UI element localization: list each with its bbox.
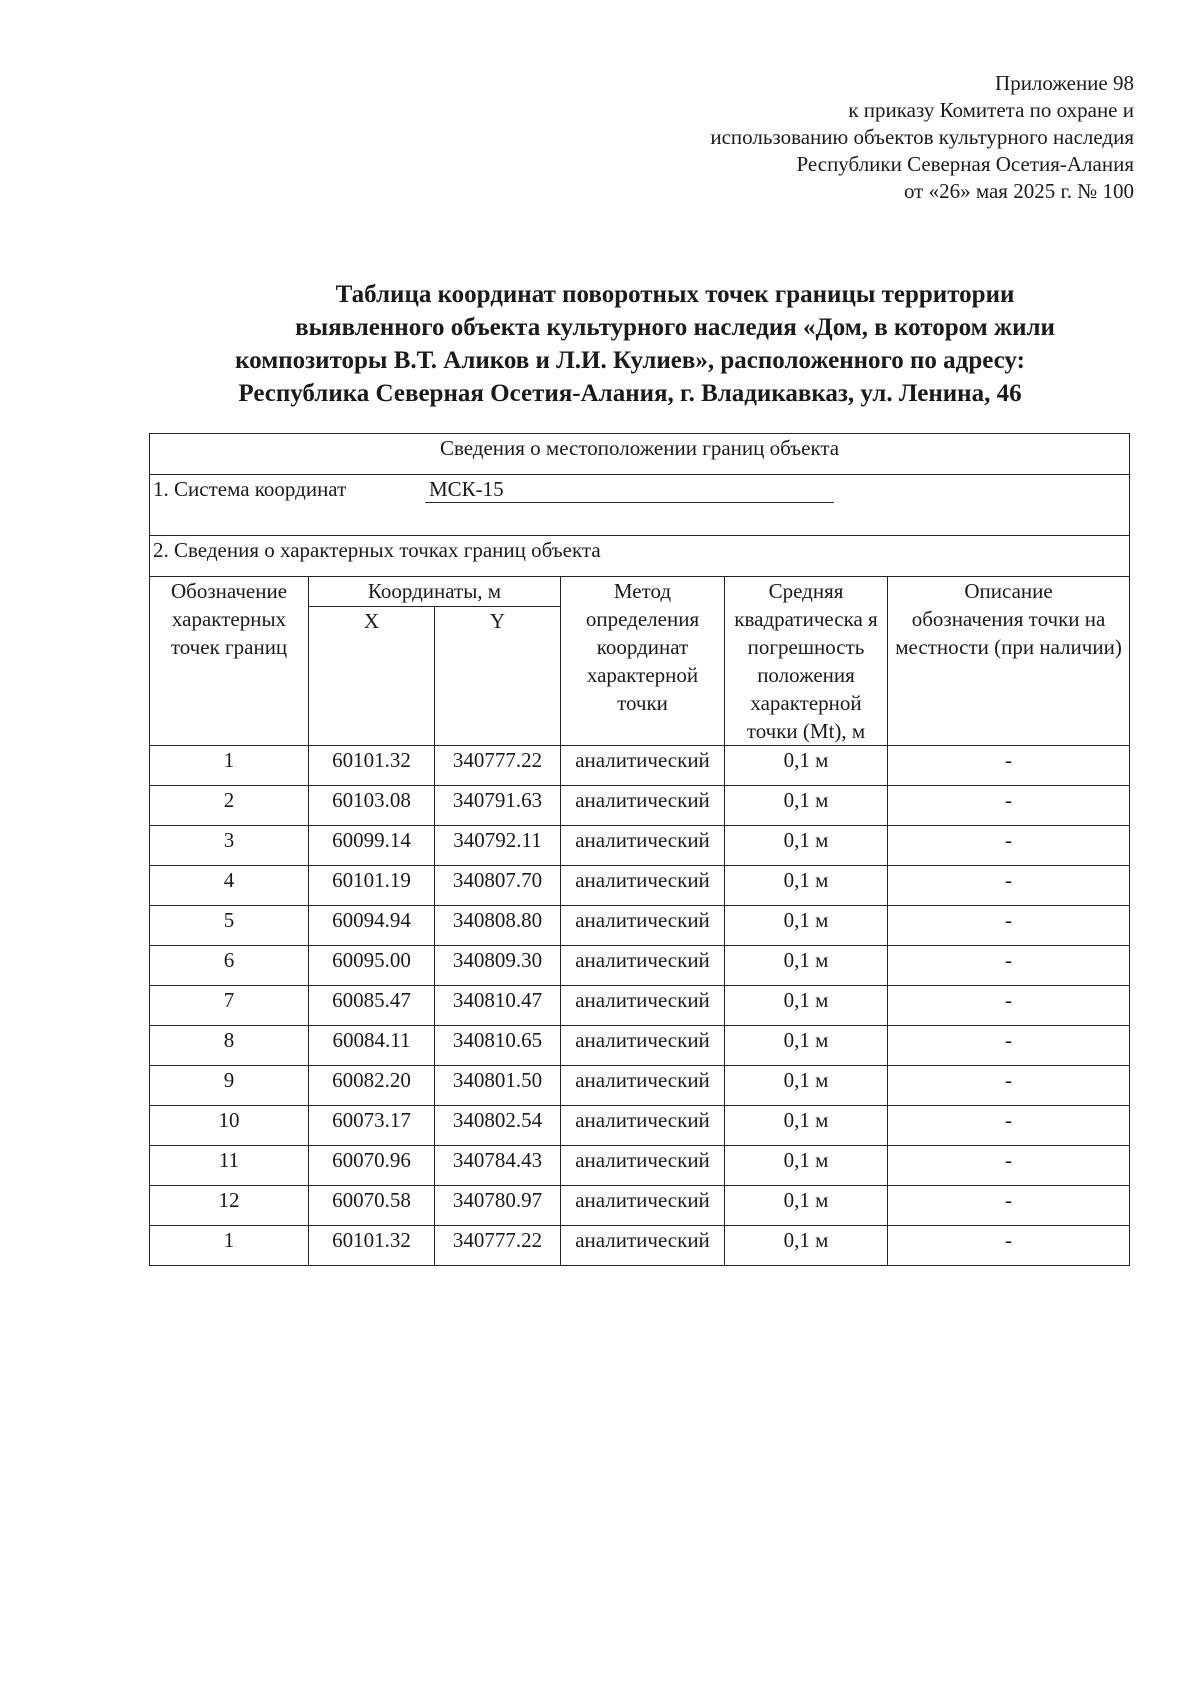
cell-method: аналитический: [561, 906, 725, 946]
table-row: [150, 946, 1130, 986]
cell-coord-x: 60073.17: [309, 1106, 435, 1146]
cell-coord-y: 340777.22: [435, 746, 561, 786]
annex-line: от «26» мая 2025 г. № 100: [903, 179, 1134, 203]
cell-method: аналитический: [561, 866, 725, 906]
cell-coord-y: 340807.70: [435, 866, 561, 906]
cell-point-id: 4: [150, 866, 309, 906]
table-row: [150, 1106, 1130, 1146]
coord-system-row: [150, 475, 1130, 536]
cell-coord-x: 60101.32: [309, 746, 435, 786]
cell-mean-error: 0,1 м: [725, 786, 888, 826]
cell-point-id: 1: [150, 746, 309, 786]
cell-description: -: [888, 1186, 1130, 1226]
cell-mean-error: 0,1 м: [725, 1226, 888, 1266]
cell-description: -: [888, 1066, 1130, 1106]
title-line: Республика Северная Осетия-Алания, г. Владикавказ, ул. Ленина, 46: [238, 380, 1022, 407]
cell-coord-y: 340802.54: [435, 1106, 561, 1146]
cell-point-id: 12: [150, 1186, 309, 1226]
cell-coord-x: 60082.20: [309, 1066, 435, 1106]
cell-coord-y: 340810.47: [435, 986, 561, 1026]
table-row: [150, 1186, 1130, 1226]
col-error: [725, 577, 888, 746]
col-description-top: Описание: [964, 579, 1053, 603]
cell-mean-error: 0,1 м: [725, 866, 888, 906]
cell-mean-error: 0,1 м: [725, 906, 888, 946]
cell-method: аналитический: [561, 1146, 725, 1186]
cell-description: -: [888, 906, 1130, 946]
cell-mean-error: 0,1 м: [725, 946, 888, 986]
cell-description: -: [888, 986, 1130, 1026]
col-y: Y: [435, 607, 561, 746]
cell-description: -: [888, 826, 1130, 866]
col-designation-top: Обозначение: [170, 579, 288, 603]
cell-method: аналитический: [561, 1106, 725, 1146]
cell-description: -: [888, 946, 1130, 986]
cell-coord-x: 60095.00: [309, 946, 435, 986]
cell-method: аналитический: [561, 986, 725, 1026]
coord-system-label: 1. Система координат: [153, 477, 347, 501]
cell-method: аналитический: [561, 1226, 725, 1266]
cell-description: -: [888, 866, 1130, 906]
cell-point-id: 1: [150, 1226, 309, 1266]
cell-mean-error: 0,1 м: [725, 1026, 888, 1066]
cell-coord-x: 60070.58: [309, 1186, 435, 1226]
col-coords: Координаты, м: [309, 577, 561, 607]
cell-description: -: [888, 746, 1130, 786]
cell-point-id: 11: [150, 1146, 309, 1186]
cell-point-id: 3: [150, 826, 309, 866]
cell-coord-y: 340792.11: [435, 826, 561, 866]
cell-point-id: 8: [150, 1026, 309, 1066]
col-description: [888, 577, 1130, 746]
cell-description: -: [888, 1106, 1130, 1146]
cell-coord-y: 340791.63: [435, 786, 561, 826]
cell-coord-x: 60094.94: [309, 906, 435, 946]
annex-line: Приложение 98: [995, 71, 1134, 95]
cell-coord-x: 60101.32: [309, 1226, 435, 1266]
cell-coord-y: 340809.30: [435, 946, 561, 986]
table-row: [150, 866, 1130, 906]
cell-coord-y: 340801.50: [435, 1066, 561, 1106]
annex-block: [494, 70, 1134, 205]
cell-method: аналитический: [561, 946, 725, 986]
col-method-top: Метод: [613, 579, 672, 603]
table-row: [150, 826, 1130, 866]
cell-point-id: 9: [150, 1066, 309, 1106]
cell-mean-error: 0,1 м: [725, 1146, 888, 1186]
cell-point-id: 5: [150, 906, 309, 946]
cell-description: -: [888, 1226, 1130, 1266]
coordinates-table: [149, 433, 1130, 1266]
table-row: [150, 1226, 1130, 1266]
document-title: [150, 278, 1110, 410]
col-description-bottom: обозначения точки на местности (при наличии): [895, 607, 1122, 659]
cell-coord-y: 340808.80: [435, 906, 561, 946]
cell-coord-x: 60103.08: [309, 786, 435, 826]
cell-mean-error: 0,1 м: [725, 826, 888, 866]
cell-coord-y: 340780.97: [435, 1186, 561, 1226]
table-row: [150, 1026, 1130, 1066]
cell-point-id: 10: [150, 1106, 309, 1146]
cell-coord-x: 60099.14: [309, 826, 435, 866]
section-header: Сведения о местоположении границ объекта: [150, 434, 1130, 475]
col-method: [561, 577, 725, 746]
cell-coord-x: 60085.47: [309, 986, 435, 1026]
col-x: X: [309, 607, 435, 746]
col-error-top: Средняя: [768, 579, 844, 603]
annex-line: Республики Северная Осетия-Алания: [796, 152, 1134, 176]
cell-method: аналитический: [561, 1066, 725, 1106]
col-designation-bottom: характерных точек границ: [170, 607, 288, 659]
cell-coord-y: 340777.22: [435, 1226, 561, 1266]
points-header: 2. Сведения о характерных точках границ объекта: [150, 536, 1130, 577]
cell-coord-x: 60084.11: [309, 1026, 435, 1066]
cell-mean-error: 0,1 м: [725, 1066, 888, 1106]
coord-system-value: МСК-15: [425, 476, 834, 503]
cell-method: аналитический: [561, 746, 725, 786]
title-line: выявленного объекта культурного наследия «Дом, в котором жили: [295, 314, 1055, 341]
title-line: Таблица координат поворотных точек границы территории: [335, 281, 1015, 308]
col-method-bottom: определения координат характерной точки: [585, 607, 700, 715]
cell-point-id: 6: [150, 946, 309, 986]
cell-method: аналитический: [561, 1186, 725, 1226]
table-row: [150, 786, 1130, 826]
table-row: [150, 986, 1130, 1026]
cell-coord-x: 60070.96: [309, 1146, 435, 1186]
table-row: [150, 1066, 1130, 1106]
cell-method: аналитический: [561, 826, 725, 866]
cell-mean-error: 0,1 м: [725, 1186, 888, 1226]
cell-mean-error: 0,1 м: [725, 986, 888, 1026]
cell-description: -: [888, 1026, 1130, 1066]
cell-method: аналитический: [561, 1026, 725, 1066]
cell-method: аналитический: [561, 786, 725, 826]
annex-line: использованию объектов культурного наследия: [710, 125, 1134, 149]
col-designation: [150, 577, 309, 746]
cell-mean-error: 0,1 м: [725, 1106, 888, 1146]
table-row: [150, 746, 1130, 786]
col-error-bottom: квадратическа я погрешность положения характерной точки (Mt), м: [734, 607, 878, 743]
cell-coord-y: 340784.43: [435, 1146, 561, 1186]
cell-coord-x: 60101.19: [309, 866, 435, 906]
title-line: композиторы В.Т. Аликов и Л.И. Кулиев», расположенного по адресу:: [235, 347, 1025, 374]
cell-point-id: 2: [150, 786, 309, 826]
table-row: [150, 906, 1130, 946]
table-row: [150, 1146, 1130, 1186]
cell-point-id: 7: [150, 986, 309, 1026]
cell-mean-error: 0,1 м: [725, 746, 888, 786]
cell-description: -: [888, 786, 1130, 826]
annex-line: к приказу Комитета по охране и: [848, 98, 1134, 122]
cell-description: -: [888, 1146, 1130, 1186]
cell-coord-y: 340810.65: [435, 1026, 561, 1066]
